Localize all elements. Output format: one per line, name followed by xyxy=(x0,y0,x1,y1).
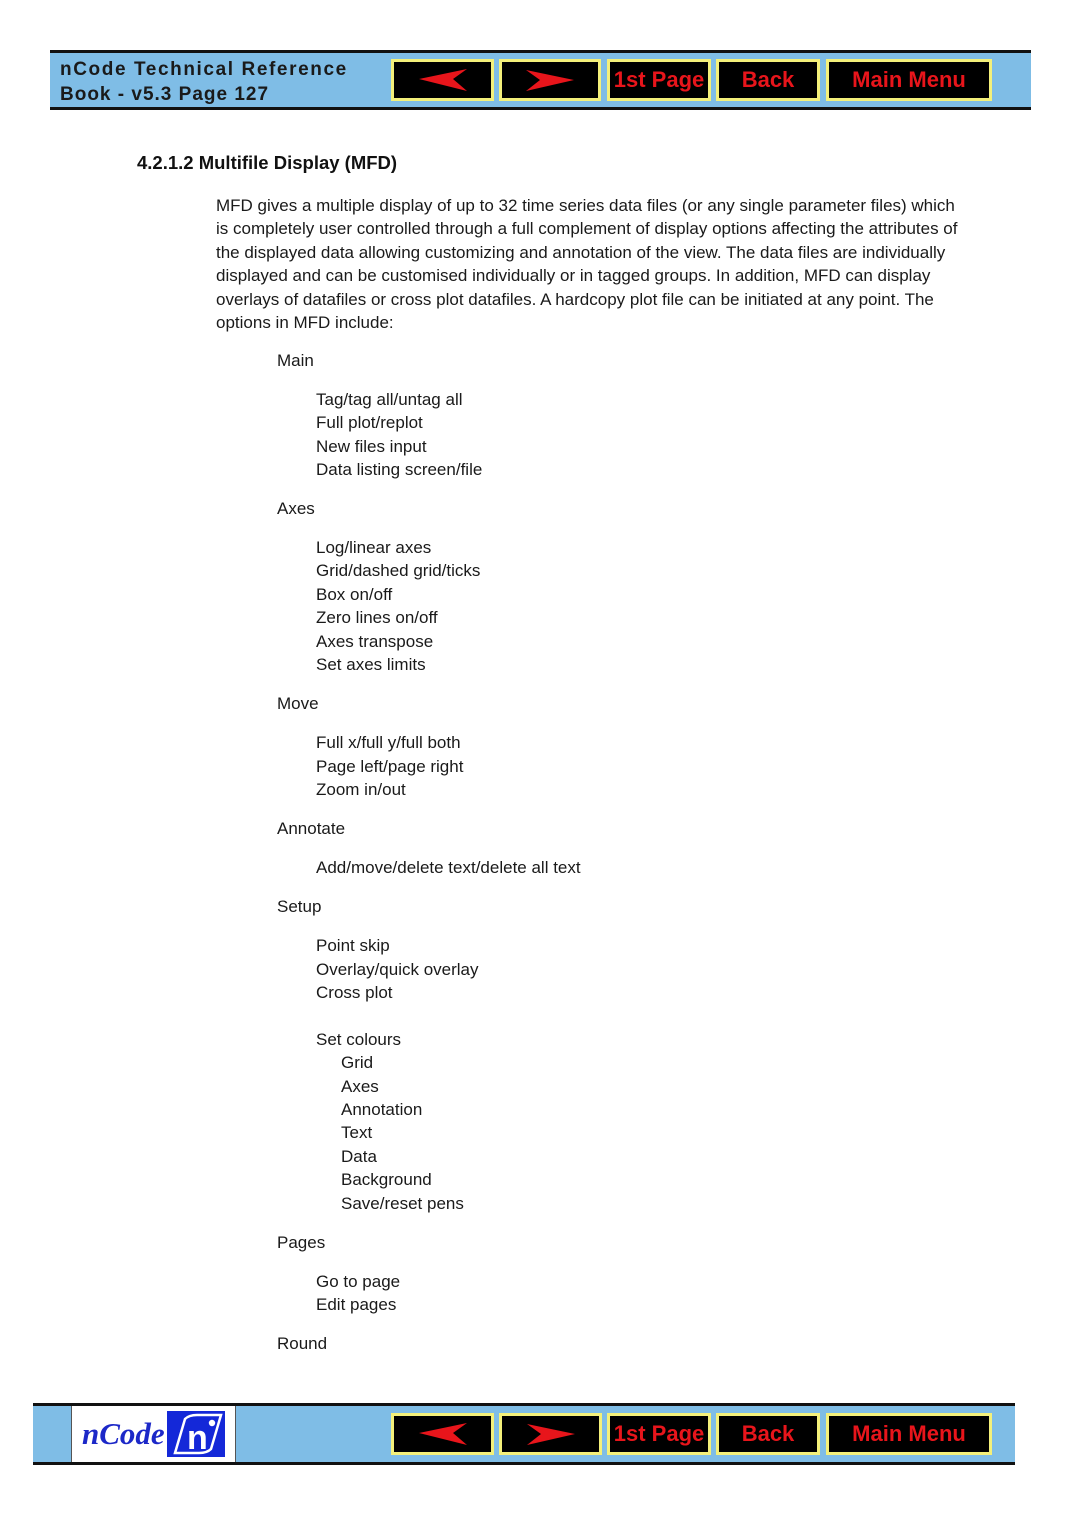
main-menu-button[interactable]: Main Menu xyxy=(826,1413,992,1455)
list-item: Add/move/delete text/delete all text xyxy=(316,858,581,877)
section-title-move: Move xyxy=(277,694,319,713)
list-item: Log/linear axes xyxy=(316,538,432,557)
list-item: Full x/full y/full both xyxy=(316,733,461,752)
list-item: Data listing screen/file xyxy=(316,460,483,479)
list-item: Zero lines on/off xyxy=(316,608,438,627)
ncode-logo xyxy=(71,1406,236,1462)
list-item-set-colours: Set colours xyxy=(316,1030,402,1049)
list-subitem: Background xyxy=(341,1170,432,1189)
list-item: Box on/off xyxy=(316,585,393,604)
list-subitem: Annotation xyxy=(341,1100,423,1119)
left-arrow-icon xyxy=(417,67,469,93)
list-subitem: Grid xyxy=(341,1053,374,1072)
list-item: Axes transpose xyxy=(316,632,434,651)
paragraph-line: overlays of datafiles or cross plot datafiles. A hardcopy plot file can be initiated at any point. The xyxy=(216,289,934,309)
paragraph-line: MFD gives a multiple display of up to 32 time series data files (or any single parameter files) which xyxy=(216,196,955,215)
previous-page-button[interactable] xyxy=(391,1413,494,1455)
previous-page-button[interactable] xyxy=(391,59,494,101)
svg-text:n: n xyxy=(186,1419,208,1457)
list-subitem: Axes xyxy=(341,1077,379,1096)
list-item: New files input xyxy=(316,437,427,456)
main-menu-button[interactable]: Main Menu xyxy=(826,59,992,101)
paragraph-line: is completely user controlled through a full complement of display options affecting the attributes of xyxy=(216,219,958,239)
list-subitem: Text xyxy=(341,1123,373,1142)
list-item: Overlay/quick overlay xyxy=(316,960,479,979)
section-title-pages: Pages xyxy=(277,1233,326,1252)
list-item: Page left/page right xyxy=(316,757,464,776)
paragraph-line: options in MFD include: xyxy=(216,313,394,333)
list-subitem: Save/reset pens xyxy=(341,1194,464,1213)
list-item: Tag/tag all/untag all xyxy=(316,390,463,409)
header-title-line1: nCode Technical Reference xyxy=(60,59,348,80)
section-title-axes: Axes xyxy=(277,499,315,518)
paragraph-line: displayed and can be customised individually or in tagged groups. In addition, MFD can display xyxy=(216,266,931,286)
section-heading: 4.2.1.2 Multifile Display (MFD) xyxy=(137,152,398,173)
section-title-round: Round xyxy=(277,1334,328,1353)
list-item: Full plot/replot xyxy=(316,413,423,432)
list-item: Grid/dashed grid/ticks xyxy=(316,561,481,580)
first-page-button[interactable]: 1st Page xyxy=(607,1413,711,1455)
next-page-button[interactable] xyxy=(499,59,601,101)
back-button[interactable]: Back xyxy=(716,59,820,101)
header-page-info: Book - v5.3 Page 127 xyxy=(60,84,270,105)
document-header-title xyxy=(60,57,348,107)
list-item: Point skip xyxy=(316,936,390,955)
top-navigation-bar xyxy=(50,50,1031,110)
section-title-annotate: Annotate xyxy=(277,819,346,838)
next-page-button[interactable] xyxy=(499,1413,602,1455)
first-page-button[interactable]: 1st Page xyxy=(607,59,711,101)
logo-text: nCode xyxy=(82,1416,165,1451)
right-arrow-icon xyxy=(525,1421,577,1447)
back-button[interactable]: Back xyxy=(716,1413,820,1455)
ncode-logo-mark-icon xyxy=(167,1411,225,1457)
list-item: Edit pages xyxy=(316,1295,397,1314)
list-item: Go to page xyxy=(316,1272,401,1291)
paragraph-line: the displayed data allowing customizing and annotation of the view. The data files are individually xyxy=(216,242,946,262)
intro-paragraph xyxy=(216,194,1016,334)
section-title-setup: Setup xyxy=(277,897,322,916)
left-arrow-icon xyxy=(417,1421,469,1447)
list-item: Set axes limits xyxy=(316,655,426,674)
list-item: Cross plot xyxy=(316,983,393,1002)
bottom-navigation-bar xyxy=(33,1403,1015,1465)
right-arrow-icon xyxy=(524,67,576,93)
list-subitem: Data xyxy=(341,1147,377,1166)
list-item: Zoom in/out xyxy=(316,780,406,799)
section-title-main: Main xyxy=(277,351,314,370)
